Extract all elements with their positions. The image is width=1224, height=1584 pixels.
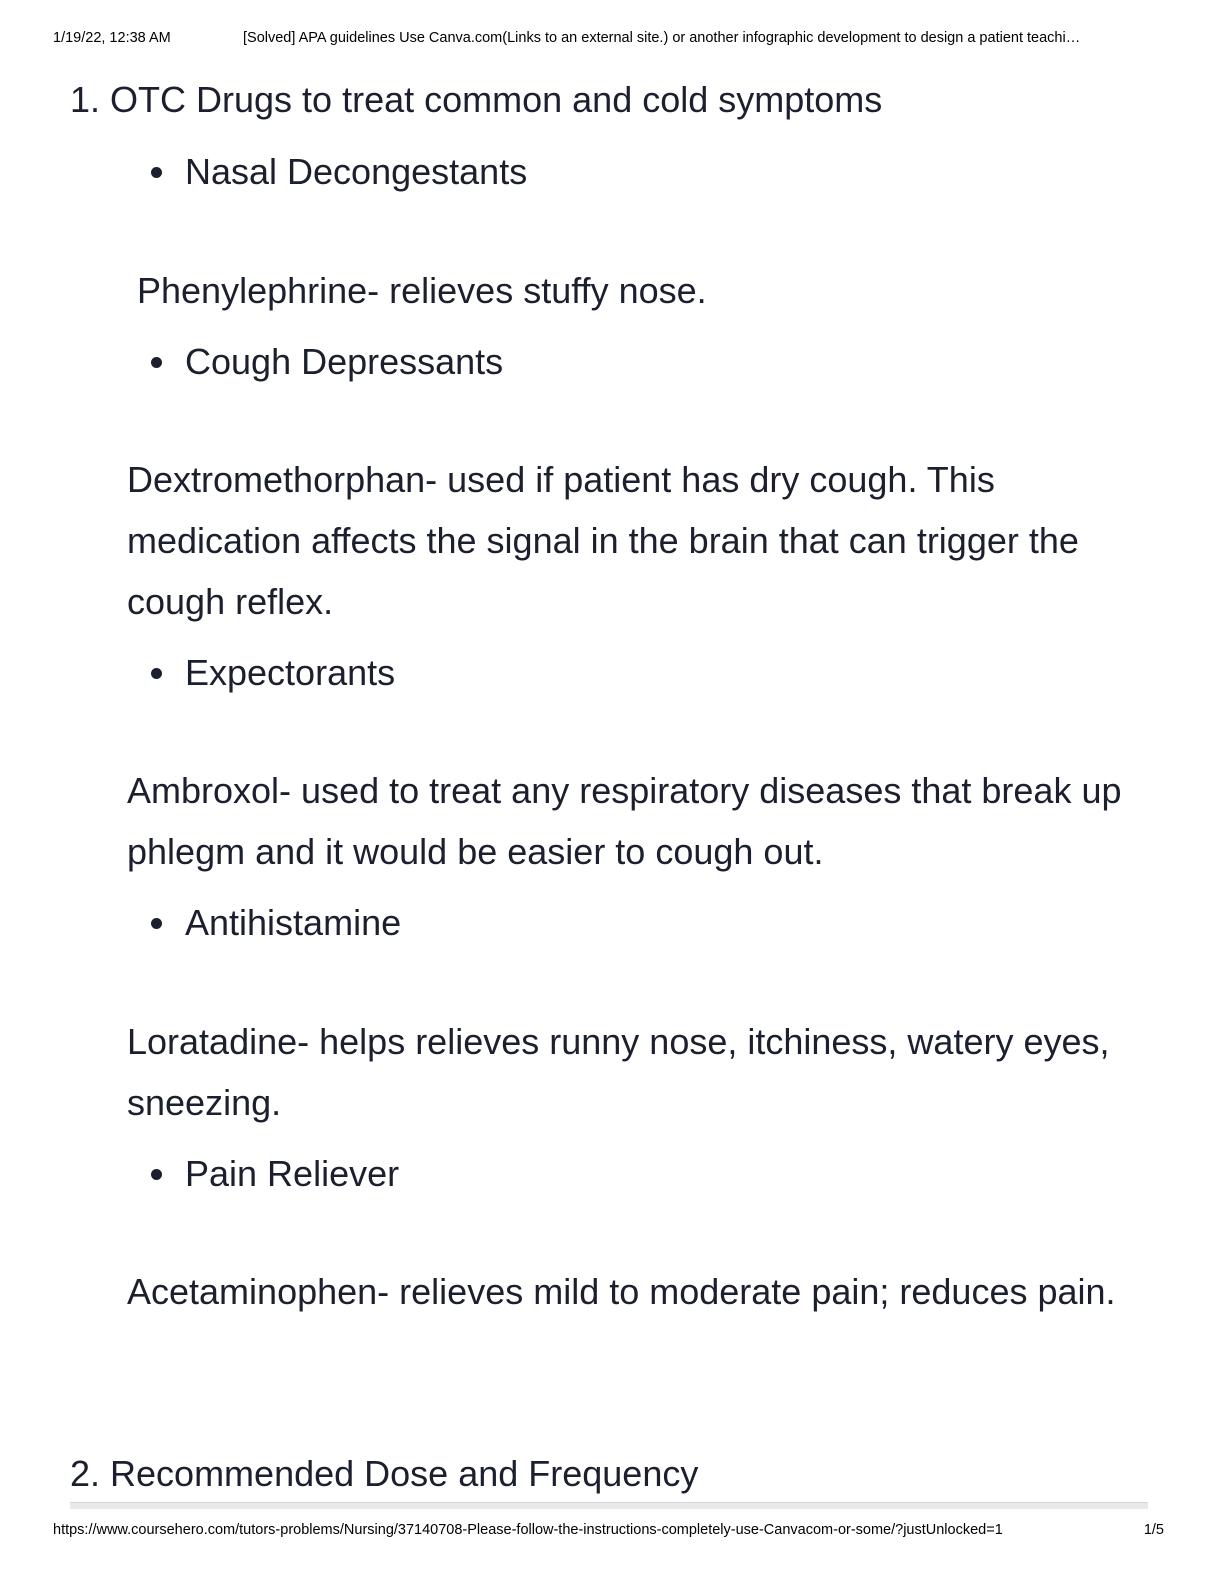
section-heading-dose-frequency: 2. Recommended Dose and Frequency xyxy=(70,1453,699,1494)
bullet-dot-icon xyxy=(151,357,162,368)
bullet-label: Nasal Decongestants xyxy=(185,151,528,192)
drug-description-loratadine: Loratadine- helps relieves runny nose, itchiness, watery eyes, sneezing. xyxy=(127,1021,1110,1123)
bullet-dot-icon xyxy=(151,918,162,929)
bullet-label: Antihistamine xyxy=(185,902,402,943)
page-number: 1/5 xyxy=(1143,1522,1164,1538)
drug-description-phenylephrine: Phenylephrine- relieves stuffy nose. xyxy=(137,270,707,311)
print-page-title: [Solved] APA guidelines Use Canva.com(Links to an external site.) or another infographic development to design a patient teachi… xyxy=(243,30,1081,46)
print-footer xyxy=(53,1522,1164,1542)
bullet-label: Pain Reliever xyxy=(185,1153,400,1194)
print-source-url: https://www.coursehero.com/tutors-problems/Nursing/37140708-Please-follow-the-instructions-completely-use-Canvacom-or-some/?justUnlocked=1 xyxy=(53,1522,1003,1538)
drug-description-acetaminophen: Acetaminophen- relieves mild to moderate pain; reduces pain. xyxy=(127,1271,1116,1312)
bullet-dot-icon xyxy=(151,1169,162,1180)
section-heading-otc-drugs: 1. OTC Drugs to treat common and cold symptoms xyxy=(70,79,883,120)
bullet-dot-icon xyxy=(151,668,162,679)
drug-description-dextromethorphan: Dextromethorphan- used if patient has dry cough. This medication affects the signal in the brain that can trigger the cough reflex. xyxy=(127,459,1079,622)
print-header xyxy=(53,30,1164,50)
drug-description-ambroxol: Ambroxol- used to treat any respiratory diseases that break up phlegm and it would be easier to cough out. xyxy=(127,770,1122,872)
bullet-label: Cough Depressants xyxy=(185,341,504,382)
horizontal-divider xyxy=(70,1502,1148,1509)
bullet-dot-icon xyxy=(151,167,162,178)
bullet-label: Expectorants xyxy=(185,652,396,693)
print-datetime: 1/19/22, 12:38 AM xyxy=(53,30,171,46)
